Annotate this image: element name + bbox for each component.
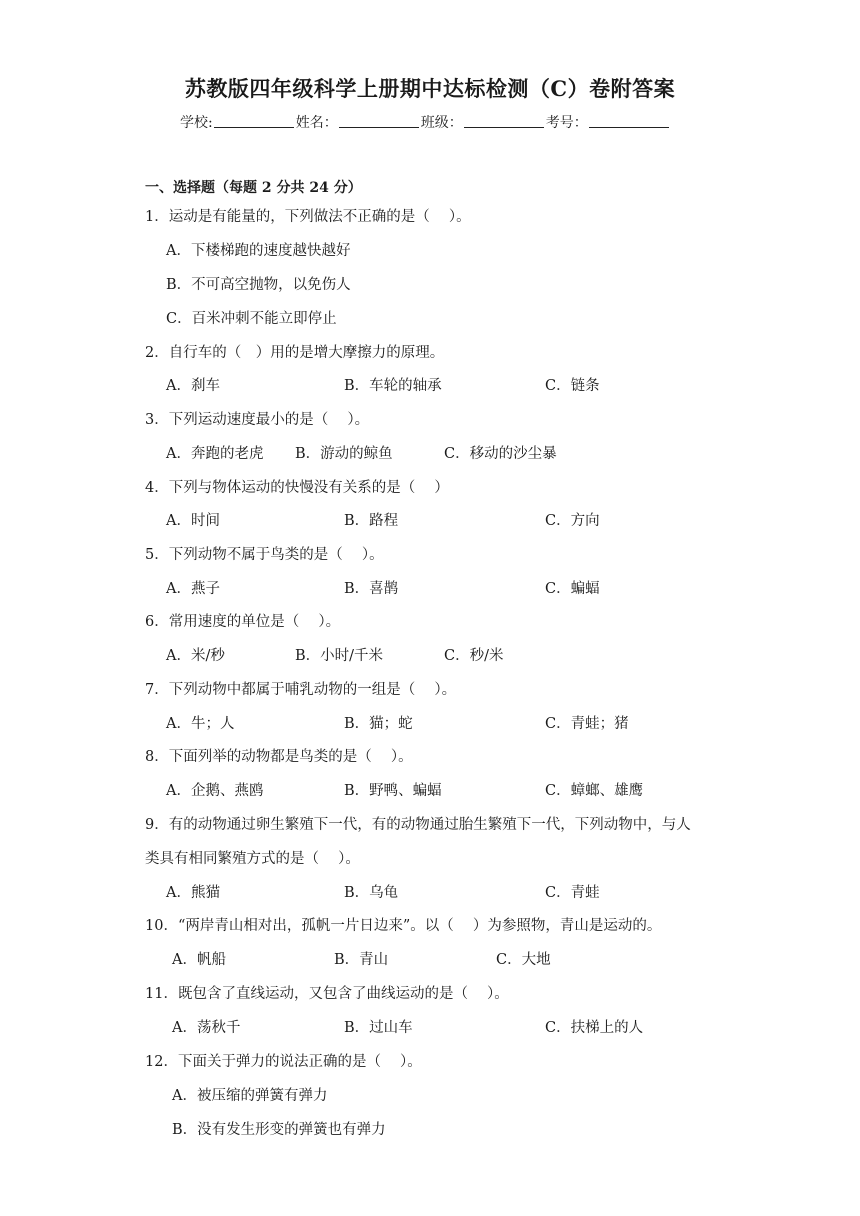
question-9: 9．有的动物通过卵生繁殖下一代，有的动物通过胎生繁殖下一代，下列动物中，与人: [145, 817, 691, 833]
option-2a[interactable]: A．刹车: [166, 378, 220, 394]
option-9b[interactable]: B．乌龟: [344, 885, 399, 901]
option-7b[interactable]: B．猫；蛇: [344, 716, 413, 732]
question-8: 8．下面列举的动物都是鸟类的是（ ）。: [145, 749, 413, 765]
option-8c[interactable]: C．蟑螂、雄鹰: [545, 783, 644, 799]
option-11b[interactable]: B．过山车: [344, 1020, 413, 1036]
option-10b[interactable]: B．青山: [334, 952, 389, 968]
option-12b[interactable]: B．没有发生形变的弹簧也有弹力: [172, 1122, 386, 1138]
option-5c[interactable]: C．蝙蝠: [545, 581, 600, 597]
question-4: 4．下列与物体运动的快慢没有关系的是（ ）: [145, 480, 449, 496]
question-6: 6．常用速度的单位是（ ）。: [145, 614, 341, 630]
option-4c[interactable]: C．方向: [545, 513, 600, 529]
class-blank[interactable]: [464, 113, 544, 128]
question-9-continued: 类具有相同繁殖方式的是（ ）。: [145, 851, 360, 867]
option-1b[interactable]: B．不可高空抛物，以免伤人: [166, 277, 351, 293]
page-title: 苏教版四年级科学上册期中达标检测（C）卷附答案: [184, 76, 676, 101]
option-8b[interactable]: B．野鸭、蝙蝠: [344, 783, 442, 799]
name-blank[interactable]: [339, 113, 419, 128]
school-label: 学校:: [180, 115, 213, 131]
question-11: 11．既包含了直线运动，又包含了曲线运动的是（ ）。: [145, 986, 509, 1002]
option-10a[interactable]: A．帆船: [172, 952, 226, 968]
question-3: 3．下列运动速度最小的是（ ）。: [145, 412, 370, 428]
school-blank[interactable]: [214, 113, 294, 128]
question-7: 7．下列动物中都属于哺乳动物的一组是（ ）。: [145, 682, 457, 698]
question-1: 1．运动是有能量的，下列做法不正确的是（ ）。: [145, 209, 471, 225]
option-5a[interactable]: A．燕子: [166, 581, 220, 597]
option-3b[interactable]: B．游动的鲸鱼: [295, 446, 393, 462]
exam-number-label: 考号：: [545, 115, 588, 131]
student-info-line: [180, 113, 671, 133]
option-10c[interactable]: C．大地: [496, 952, 551, 968]
option-11c[interactable]: C．扶梯上的人: [545, 1020, 644, 1036]
option-3c[interactable]: C．移动的沙尘暴: [444, 446, 557, 462]
option-8a[interactable]: A．企鹅、燕鸥: [166, 783, 264, 799]
option-6b[interactable]: B．小时/千米: [295, 648, 384, 664]
option-4b[interactable]: B．路程: [344, 513, 399, 529]
option-6c[interactable]: C．秒/米: [444, 648, 504, 664]
exam-number-blank[interactable]: [589, 113, 669, 128]
option-2b[interactable]: B．车轮的轴承: [344, 378, 442, 394]
name-label: 姓名：: [295, 115, 338, 131]
question-12: 12．下面关于弹力的说法正确的是（ ）。: [145, 1054, 422, 1070]
option-9c[interactable]: C．青蛙: [545, 885, 600, 901]
option-1c[interactable]: C．百米冲刺不能立即停止: [166, 311, 337, 327]
option-7a[interactable]: A．牛；人: [166, 716, 235, 732]
question-5: 5．下列动物不属于鸟类的是（ ）。: [145, 547, 384, 563]
section-heading: 一、选择题（每题 2 分共 24 分）: [145, 180, 362, 196]
option-6a[interactable]: A．米/秒: [166, 648, 225, 664]
option-9a[interactable]: A．熊猫: [166, 885, 220, 901]
option-11a[interactable]: A．荡秋千: [172, 1020, 241, 1036]
option-3a[interactable]: A．奔跑的老虎: [166, 446, 264, 462]
option-1a[interactable]: A．下楼梯跑的速度越快越好: [166, 243, 351, 259]
option-7c[interactable]: C．青蛙；猪: [545, 716, 629, 732]
option-5b[interactable]: B．喜鹊: [344, 581, 399, 597]
option-4a[interactable]: A．时间: [166, 513, 220, 529]
option-12a[interactable]: A．被压缩的弹簧有弹力: [172, 1088, 328, 1104]
question-2: 2．自行车的（ ）用的是增大摩擦力的原理。: [145, 345, 445, 361]
class-label: 班级：: [420, 115, 463, 131]
question-10: 10．“两岸青山相对出，孤帆一片日边来”。以（ ）为参照物，青山是运动的。: [145, 918, 662, 934]
option-2c[interactable]: C．链条: [545, 378, 600, 394]
